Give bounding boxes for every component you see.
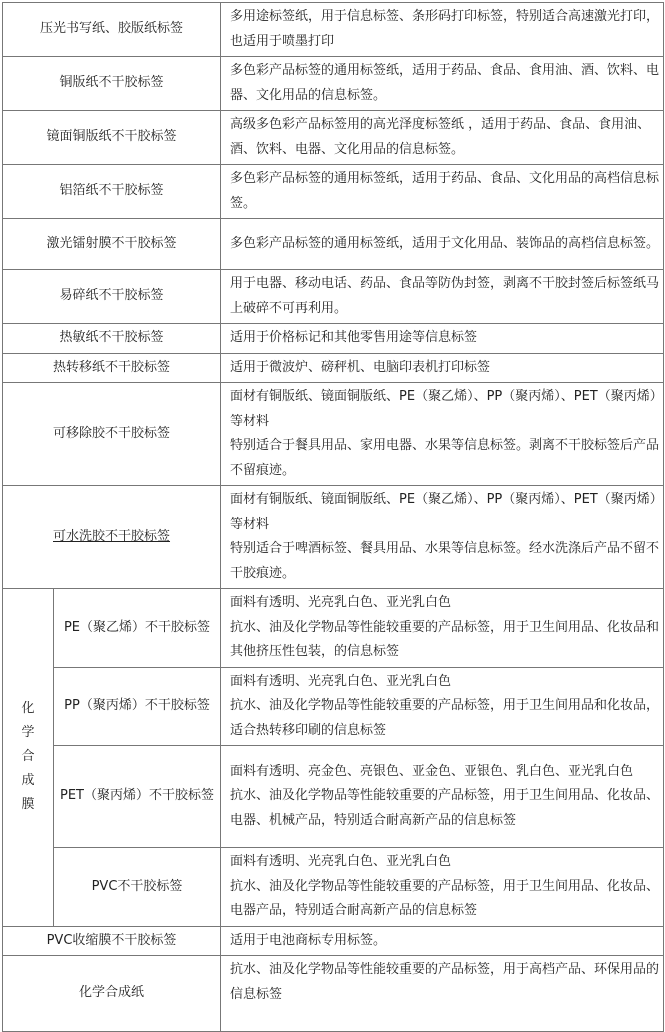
row-desc: 适用于电池商标专用标签。 [221,926,664,956]
row-label: 易碎纸不干胶标签 [3,270,221,324]
row-desc: 面料有透明、光亮乳白色、亚光乳白色 抗水、油及化学物品等性能较重要的产品标签，用于卫生间用品、化妆品和其他挤压性包装，的信息标签 [221,589,664,668]
row-label: 铜版纸不干胶标签 [3,57,221,111]
row-desc: 多色彩产品标签的通用标签纸，适用于药品、食品、食用油、酒、饮料、电器、文化用品的信息标签。 [221,57,664,111]
table-row [3,270,664,324]
table-row [3,589,664,668]
table-row [3,219,664,270]
row-label: 铝箔纸不干胶标签 [3,165,221,219]
row-desc: 用于电器、移动电话、药品、食品等防伪封签，剥离不干胶封签后标签纸马上破碎不可再利用。 [221,270,664,324]
table-row [3,111,664,165]
table-row [3,956,664,1032]
row-label: PET（聚丙烯）不干胶标签 [54,746,221,848]
table-row [3,324,664,354]
row-label: PE（聚乙烯）不干胶标签 [54,589,221,668]
row-desc: 抗水、油及化学物品等性能较重要的产品标签，用于高档产品、环保用品的信息标签 [221,956,664,1032]
row-label: PVC不干胶标签 [54,848,221,927]
row-label: 压光书写纸、胶版纸标签 [3,3,221,57]
label-paper-table [2,2,664,1032]
table-row [3,746,664,848]
row-desc: 多色彩产品标签的通用标签纸，适用于文化用品、装饰品的高档信息标签。 [221,219,664,270]
table-row [3,3,664,57]
row-desc: 多用途标签纸，用于信息标签、条形码打印标签，特别适合高速激光打印，也适用于喷墨打印 [221,3,664,57]
table-row [3,848,664,927]
row-label: PVC收缩膜不干胶标签 [3,926,221,956]
row-desc: 多色彩产品标签的通用标签纸，适用于药品、食品、文化用品的高档信息标签。 [221,165,664,219]
row-desc: 面料有透明、光亮乳白色、亚光乳白色 抗水、油及化学物品等性能较重要的产品标签，用于卫生间用品、化妆品、电器产品，特别适合耐高新产品的信息标签 [221,848,664,927]
row-desc: 适用于微波炉、磅秤机、电脑印表机打印标签 [221,353,664,383]
table-row [3,57,664,111]
row-label: 激光镭射膜不干胶标签 [3,219,221,270]
row-label: 可移除胶不干胶标签 [3,383,221,486]
row-label: 可水洗胶不干胶标签 [3,486,221,589]
table-row [3,353,664,383]
row-label: 化学合成纸 [3,956,221,1032]
row-desc: 面料有透明、亮金色、亮银色、亚金色、亚银色、乳白色、亚光乳白色 抗水、油及化学物品等性能较重要的产品标签，用于卫生间用品、化妆品、电器、机械产品，特别适合耐高新产品的信息标签 [221,746,664,848]
row-desc: 面材有铜版纸、镜面铜版纸、PE（聚乙烯）、PP（聚丙烯）、PET（聚丙烯）等材料 特别适合于啤酒标签、餐具用品、水果等信息标签。经水洗涤后产品不留不干胶痕迹。 [221,486,664,589]
table-row [3,926,664,956]
table-row [3,383,664,486]
row-desc: 适用于价格标记和其他零售用途等信息标签 [221,324,664,354]
table-row [3,165,664,219]
row-desc: 面材有铜版纸、镜面铜版纸、PE（聚乙烯）、PP（聚丙烯）、PET（聚丙烯）等材料 特别适合于餐具用品、家用电器、水果等信息标签。剥离不干胶标签后产品不留痕迹。 [221,383,664,486]
row-label: PP（聚丙烯）不干胶标签 [54,667,221,746]
row-desc: 面料有透明、光亮乳白色、亚光乳白色 抗水、油及化学物品等性能较重要的产品标签，用于卫生间用品和化妆品，适合热转移印刷的信息标签 [221,667,664,746]
table-row [3,486,664,589]
row-label: 热转移纸不干胶标签 [3,353,221,383]
row-desc: 高级多色彩产品标签用的高光泽度标签纸 ，适用于药品、食品、食用油、酒、饮料、电器、文化用品的信息标签。 [221,111,664,165]
table-row [3,667,664,746]
row-label: 热敏纸不干胶标签 [3,324,221,354]
group-label: 化 学 合 成 膜 [3,589,54,927]
row-label: 镜面铜版纸不干胶标签 [3,111,221,165]
